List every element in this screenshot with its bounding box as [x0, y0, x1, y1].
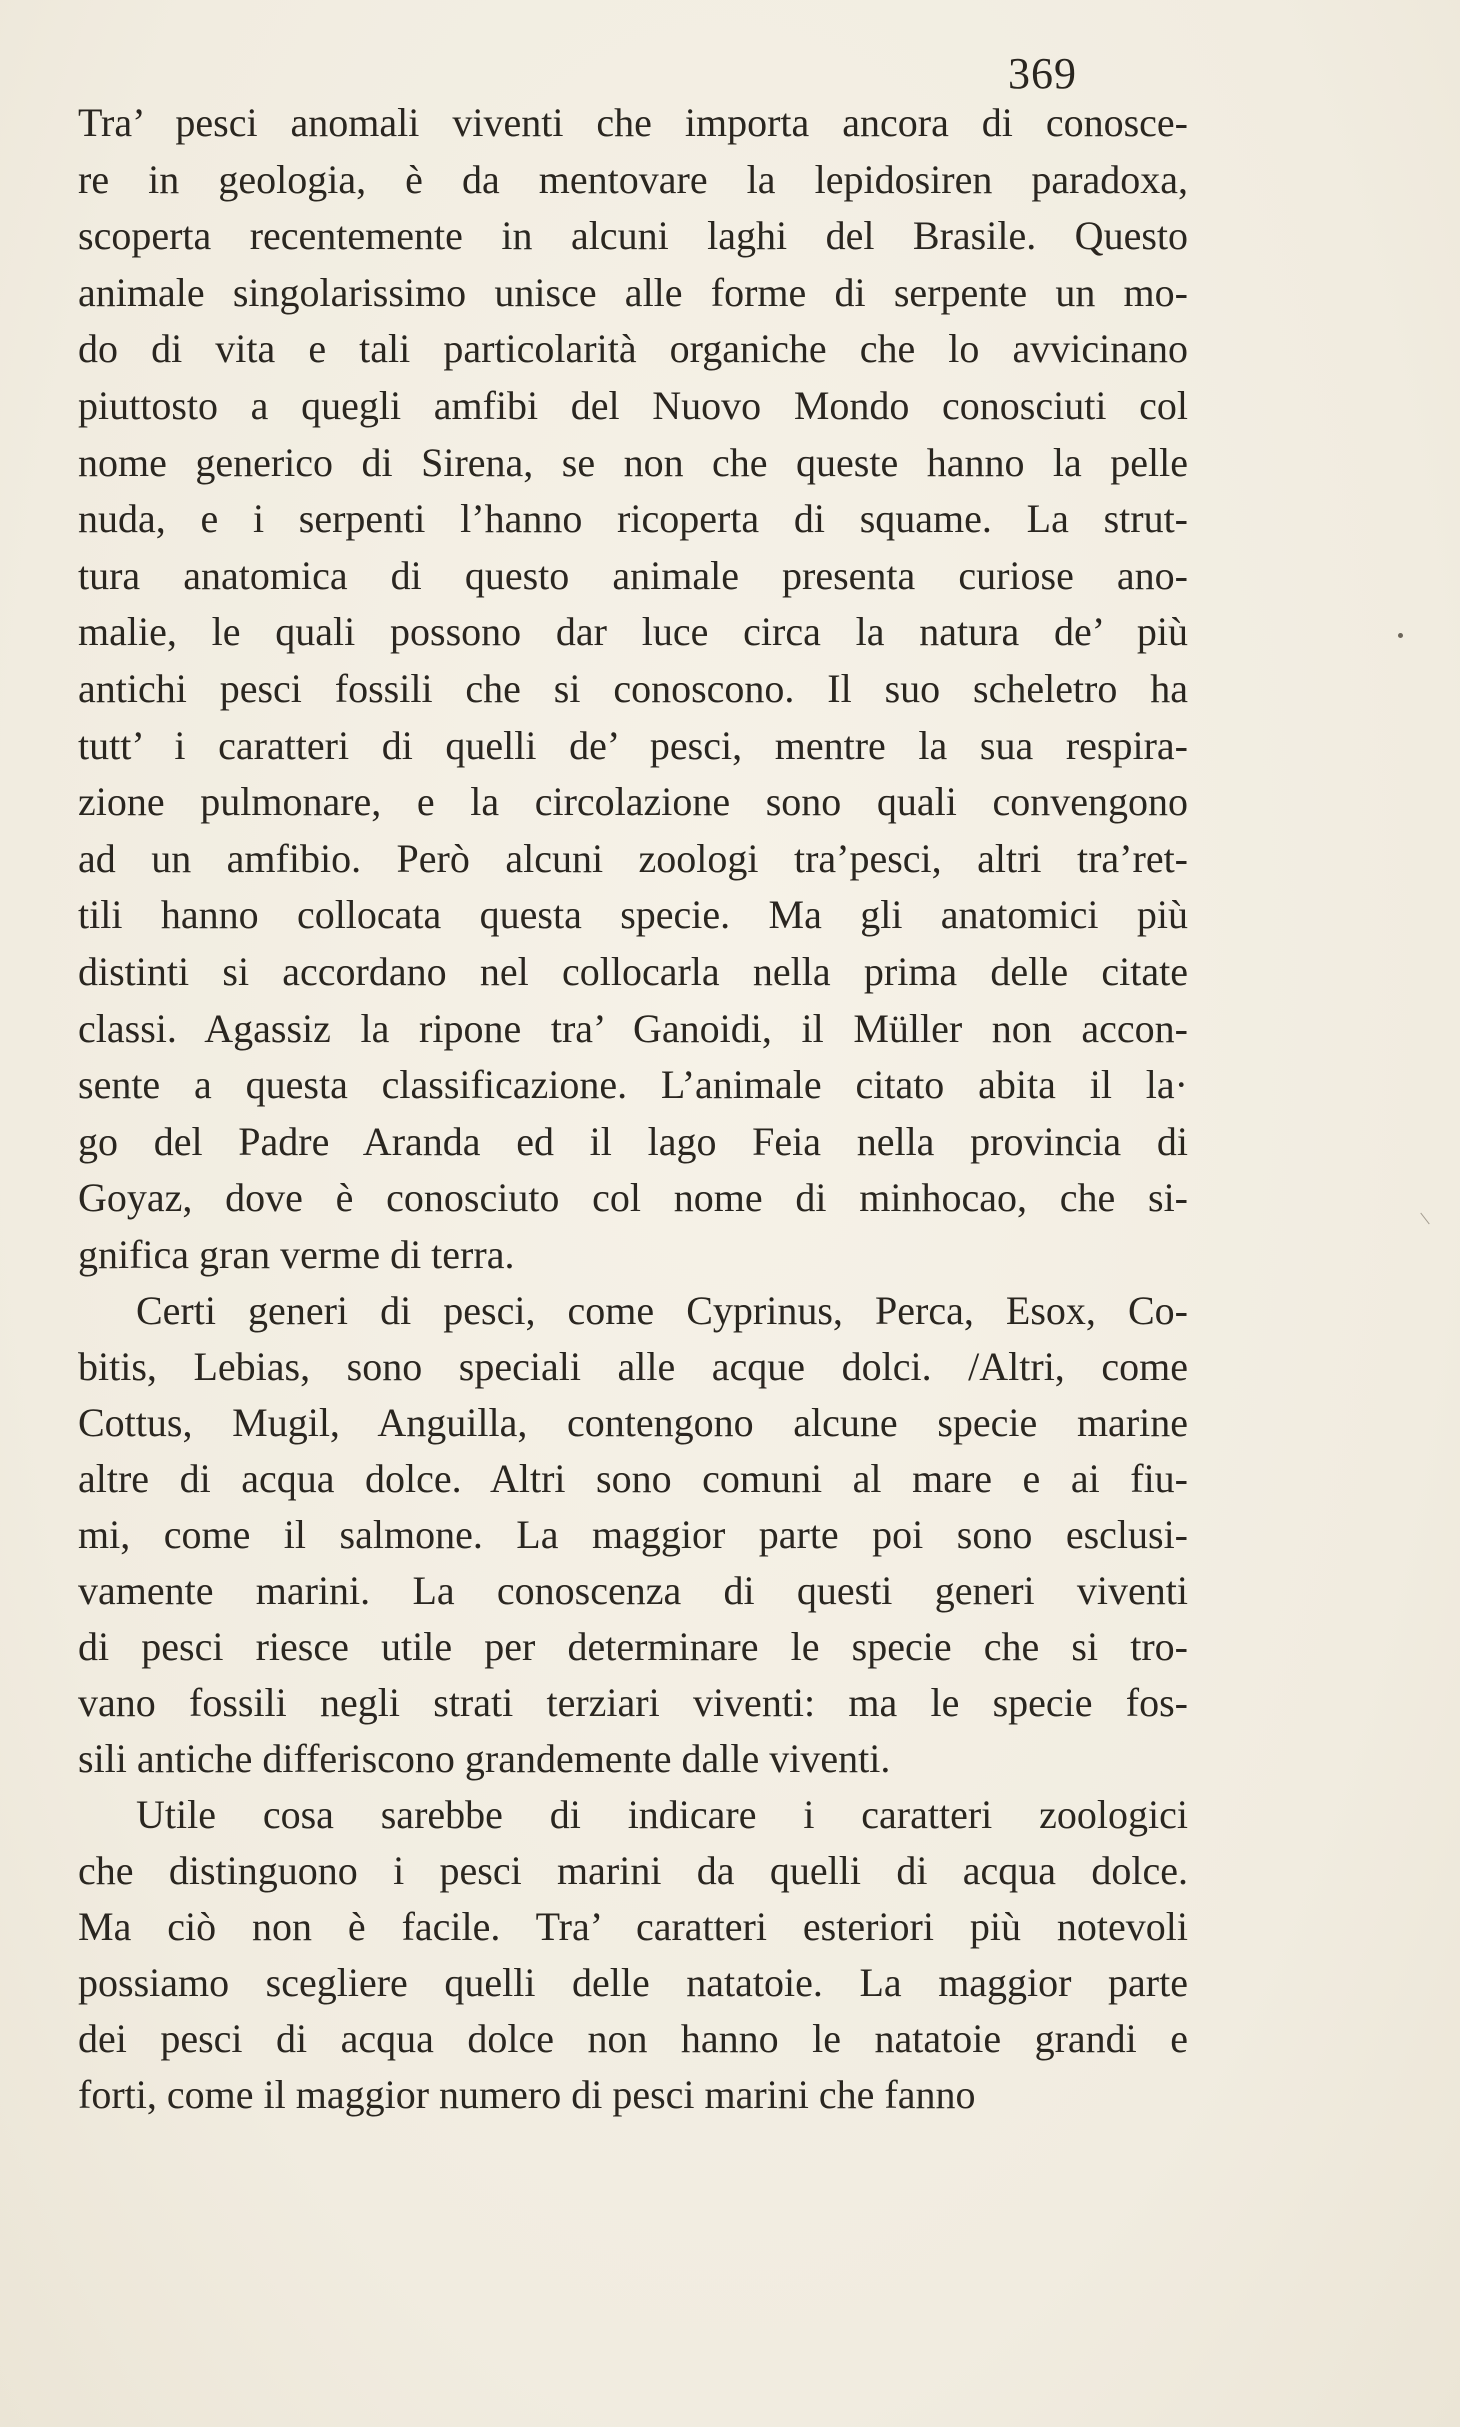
- text-line: altre di acqua dolce. Altri sono comuni al mare e ai fiu-: [78, 1456, 1188, 1502]
- text-line: bitis, Lebias, sono speciali alle acque dolci. /Altri, come: [78, 1344, 1188, 1390]
- text-line: animale singolarissimo unisce alle forme di serpente un mo-: [78, 269, 1188, 315]
- text-line: mi, come il salmone. La maggior parte poi sono esclusi-: [78, 1512, 1188, 1558]
- text-line: Cottus, Mugil, Anguilla, contengono alcune specie marine: [78, 1400, 1188, 1446]
- paper-speck: [1398, 633, 1403, 638]
- text-line: che distinguono i pesci marini da quelli di acqua dolce.: [78, 1848, 1188, 1894]
- text-line: ad un amfibio. Però alcuni zoologi tra’pesci, altri tra’ret-: [78, 835, 1188, 881]
- text-line: antichi pesci fossili che si conoscono. Il suo scheletro ha: [78, 665, 1188, 711]
- text-line: zione pulmonare, e la circolazione sono quali convengono: [78, 779, 1188, 825]
- text-line: possiamo scegliere quelli delle natatoie. La maggior parte: [78, 1960, 1188, 2006]
- text-line: di pesci riesce utile per determinare le specie che si tro-: [78, 1624, 1188, 1670]
- text-line: Goyaz, dove è conosciuto col nome di minhocao, che si-: [78, 1175, 1188, 1221]
- text-line: go del Padre Aranda ed il lago Feia nella provincia di: [78, 1118, 1188, 1164]
- text-line: nuda, e i serpenti l’hanno ricoperta di squame. La strut-: [78, 496, 1188, 542]
- text-line: vamente marini. La conoscenza di questi generi viventi: [78, 1568, 1188, 1614]
- text-line: scoperta recentemente in alcuni laghi del Brasile. Questo: [78, 213, 1188, 259]
- text-line: Utile cosa sarebbe di indicare i caratteri zoologici: [136, 1792, 1188, 1838]
- text-line: sili antiche differiscono grandemente dalle viventi.: [78, 1736, 891, 1782]
- page-number: 369: [1008, 49, 1077, 98]
- text-line: Certi generi di pesci, come Cyprinus, Perca, Esox, Co-: [136, 1288, 1188, 1334]
- text-line: forti, come il maggior numero di pesci marini che fanno: [78, 2072, 976, 2118]
- text-line: Tra’ pesci anomali viventi che importa ancora di conosce-: [78, 100, 1188, 145]
- text-line: piuttosto a quegli amfibi del Nuovo Mondo conosciuti col: [78, 382, 1188, 428]
- text-line: nome generico di Sirena, se non che queste hanno la pelle: [78, 439, 1188, 485]
- body-text: [78, 95, 1188, 2123]
- paper-mark: [1420, 1213, 1429, 1225]
- paragraph-generi-pesci: [78, 1283, 1188, 1787]
- text-line: tili hanno collocata questa specie. Ma gli anatomici più: [78, 892, 1188, 938]
- text-line: tutt’ i caratteri di quelli de’ pesci, mentre la sua respira-: [78, 722, 1188, 768]
- paragraph-lepidosiren: [78, 95, 1188, 1283]
- text-line: dei pesci di acqua dolce non hanno le natatoie grandi e: [78, 2016, 1188, 2062]
- text-line: malie, le quali possono dar luce circa la natura de’ più: [78, 609, 1188, 655]
- text-line: distinti si accordano nel collocarla nella prima delle citate: [78, 948, 1188, 994]
- text-line: do di vita e tali particolarità organiche che lo avvicinano: [78, 326, 1188, 372]
- text-line: re in geologia, è da mentovare la lepidosiren paradoxa,: [78, 156, 1188, 202]
- text-line: classi. Agassiz la ripone tra’ Ganoidi, il Müller non accon-: [78, 1005, 1188, 1051]
- text-line: tura anatomica di questo animale presenta curiose ano-: [78, 552, 1188, 598]
- text-line: Ma ciò non è facile. Tra’ caratteri esteriori più notevoli: [78, 1904, 1188, 1950]
- text-line: vano fossili negli strati terziari viventi: ma le specie fos-: [78, 1680, 1188, 1726]
- text-line: sente a questa classificazione. L’animale citato abita il la·: [78, 1062, 1188, 1108]
- paragraph-caratteri-zoologici: [78, 1787, 1188, 2123]
- text-line: gnifica gran verme di terra.: [78, 1231, 515, 1277]
